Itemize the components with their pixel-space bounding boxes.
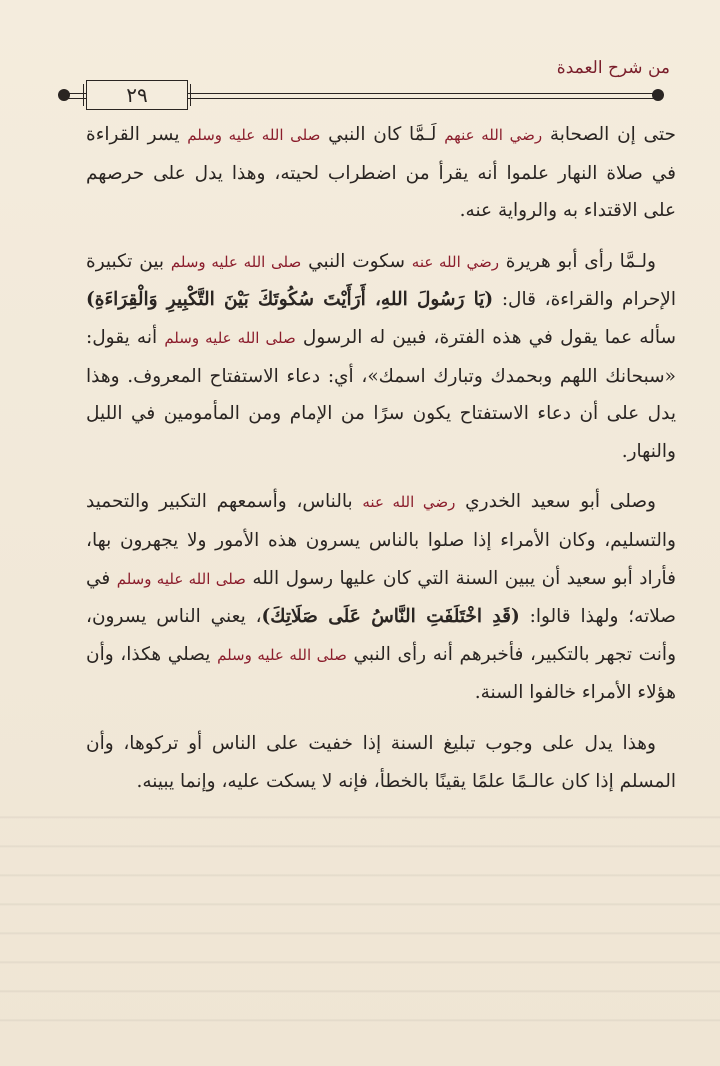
- rule-end-dot-right: [652, 89, 664, 101]
- paragraph: [86, 116, 676, 230]
- text-segment: يسر القراءة في صلاة النهار علموا أنه يقرأ من اضطراب لحيته، وهذا يدل على حرصهم على الاقتداء به والرواية عنه.: [86, 124, 676, 222]
- text-segment: ولـمَّا رأى أبو هريرة: [498, 250, 656, 272]
- honorific-phrase: رضي الله عنه: [362, 493, 456, 512]
- hadith-quote: (يَا رَسُولَ اللهِ، أَرَأَيْتَ سُكُوتَكَ بَيْنَ التَّكْبِيرِ وَالْقِرَاءَةِ): [86, 289, 494, 311]
- honorific-phrase: رضي الله عنه: [411, 252, 499, 271]
- running-header-title: من شرح العمدة: [556, 58, 670, 78]
- hadith-quote: (قَدِ اخْتَلَفَتِ النَّاسُ عَلَى صَلَاتِكَ): [261, 606, 520, 628]
- text-segment: ، يعني الناس يسرون، وأنت تجهر بالتكبير، فأخبرهم أنه رأى النبي: [86, 606, 676, 665]
- show-through-texture: [0, 790, 720, 1026]
- header-rule: [56, 80, 666, 110]
- body-text: [86, 116, 676, 813]
- honorific-phrase: صلى الله عليه وسلم: [170, 252, 302, 271]
- paragraph: [86, 243, 676, 471]
- text-segment: لَـمَّا كان النبي: [320, 124, 445, 145]
- text-segment: وهذا يدل على وجوب تبليغ السنة إذا خفيت على الناس أو تركوها، وأن المسلم إذا كان عالـمًا علمًا يقينًا بالخطأ، فإنه لا يسكت عليه، وإنما يبينه.: [86, 732, 676, 792]
- paragraph: [86, 725, 676, 800]
- text-segment: يصلي هكذا، وأن هؤلاء الأمراء خالفوا السنة.: [86, 643, 676, 704]
- page-number: ٢٩: [86, 80, 188, 110]
- text-segment: بالناس، وأسمعهم التكبير والتحميد والتسليم، وكان الأمراء إذا صلوا بالناس يسرون هذه الأمور ولا يجهرون بها، فأراد أبو سعيد أن يبين السنة التي كان عليها رسول الله: [86, 491, 677, 589]
- honorific-phrase: صلى الله عليه وسلم: [164, 328, 296, 347]
- paragraph: [86, 483, 676, 712]
- honorific-phrase: صلى الله عليه وسلم: [116, 569, 246, 588]
- text-segment: أنه يقول: «سبحانك اللهم وبحمدك وتبارك اسمك»، أي: دعاء الاستفتاح المعروف. وهذا يدل على أن دعاء الاستفتاح يكون سرًا من الإمام ومن المأمومين في الليل والنهار.: [86, 326, 676, 462]
- text-segment: سأله عما يقول في هذه الفترة، فبين له الرسول: [295, 326, 677, 348]
- honorific-phrase: صلى الله عليه وسلم: [217, 645, 347, 664]
- text-segment: بين تكبيرة الإحرام والقراءة، قال:: [86, 250, 676, 311]
- text-segment: في صلاته؛ ولهذا قالوا:: [86, 567, 676, 628]
- text-segment: حتى إن الصحابة: [542, 124, 676, 145]
- honorific-phrase: صلى الله عليه وسلم: [187, 126, 321, 144]
- text-segment: سكوت النبي: [301, 250, 412, 272]
- honorific-phrase: رضي الله عنهم: [444, 126, 543, 144]
- rule-end-dot-left: [58, 89, 70, 101]
- text-segment: وصلى أبو سعيد الخدري: [455, 491, 656, 513]
